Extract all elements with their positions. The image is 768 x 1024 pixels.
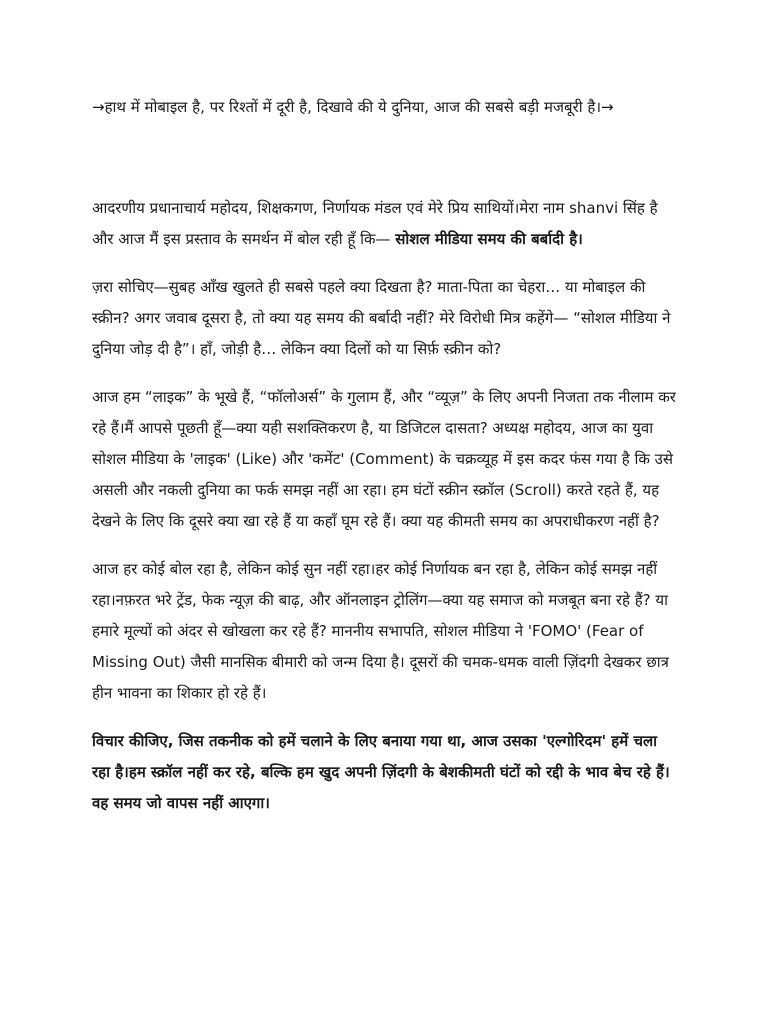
- opening-quote: →हाथ में मोबाइल है, पर रिश्तों में दूरी है, दिखावे की ये दुनिया, आज की सबसे बड़ी मजबूरी है।→: [92, 98, 614, 116]
- paragraph-society: आज हर कोई बोल रहा है, लेकिन कोई सुन नहीं रहा।हर कोई निर्णायक बन रहा है, लेकिन कोई समझ नहीं रहा।नफ़रत भरे ट्रेंड, फेक न्यूज़ की बाढ़, और ऑनलाइन ट्रोलिंग—क्या यह समाज को मजबूत बना रहे हैं? या हमारे मूल्यों को अंदर से खोखला कर रहे हैं? माननीय सभापति, सोशल मीडिया ने 'FOMO' (Fear of Missing Out) जैसी मानसिक बीमारी को जन्म दिया है। दूसरों की चमक-धमक वाली ज़िंदगी देखकर छात्र हीन भावना का शिकार हो रहे हैं।: [92, 560, 669, 702]
- motion-statement: सोशल मीडिया समय की बर्बादी है।: [395, 230, 583, 248]
- paragraph-algorithm: विचार कीजिए, जिस तकनीक को हमें चलाने के लिए बनाया गया था, आज उसका 'एल्गोरिदम' हमें चला रहा है।हम स्क्रॉल नहीं कर रहे, बल्कि हम खुद अपनी ज़िंदगी के बेशकीमती घंटों को रद्दी के भाव बेच रहे हैं।वह समय जो वापस नहीं आएगा।: [92, 732, 670, 812]
- intro-text: आदरणीय प्रधानाचार्य महोदय, शिक्षकगण, निर्णायक मंडल एवं मेरे प्रिय साथियों।मेरा नाम shanvi सिंह है और आज मैं इस प्रस्ताव के समर्थन में बोल रही हूँ कि—: [92, 199, 658, 248]
- paragraph-morning: ज़रा सोचिए—सुबह आँख खुलते ही सबसे पहले क्या दिखता है? माता-पिता का चेहरा… या मोबाइल की स्क्रीन? अगर जवाब दूसरा है, तो क्या यह समय की बर्बादी नहीं? मेरे विरोधी मित्र कहेंगे— “सोशल मीडिया ने दुनिया जोड़ दी है”। हाँ, जोड़ी है… लेकिन क्या दिलों को या सिर्फ़ स्क्रीन को?: [92, 278, 671, 358]
- paragraph-likes: आज हम “लाइक” के भूखे हैं, “फॉलोअर्स” के गुलाम हैं, और “व्यूज़” के लिए अपनी निजता तक नीलाम कर रहे हैं।मैं आपसे पूछती हूँ—क्या यही सशक्तिकरण है, या डिजिटल दासता? अध्यक्ष महोदय, आज का युवा सोशल मीडिया के 'लाइक' (Like) और 'कमेंट' (Comment) के चक्रव्यूह में इस कदर फंस गया है कि उसे असली और नकली दुनिया का फर्क समझ नहीं आ रहा। हम घंटों स्क्रीन स्क्रॉल (Scroll) करते रहते हैं, यह देखने के लिए कि दूसरे क्या खा रहे हैं या कहाँ घूम रहे हैं। क्या यह कीमती समय का अपराधीकरण नहीं है?: [92, 388, 676, 530]
- intro-paragraph: [92, 193, 676, 255]
